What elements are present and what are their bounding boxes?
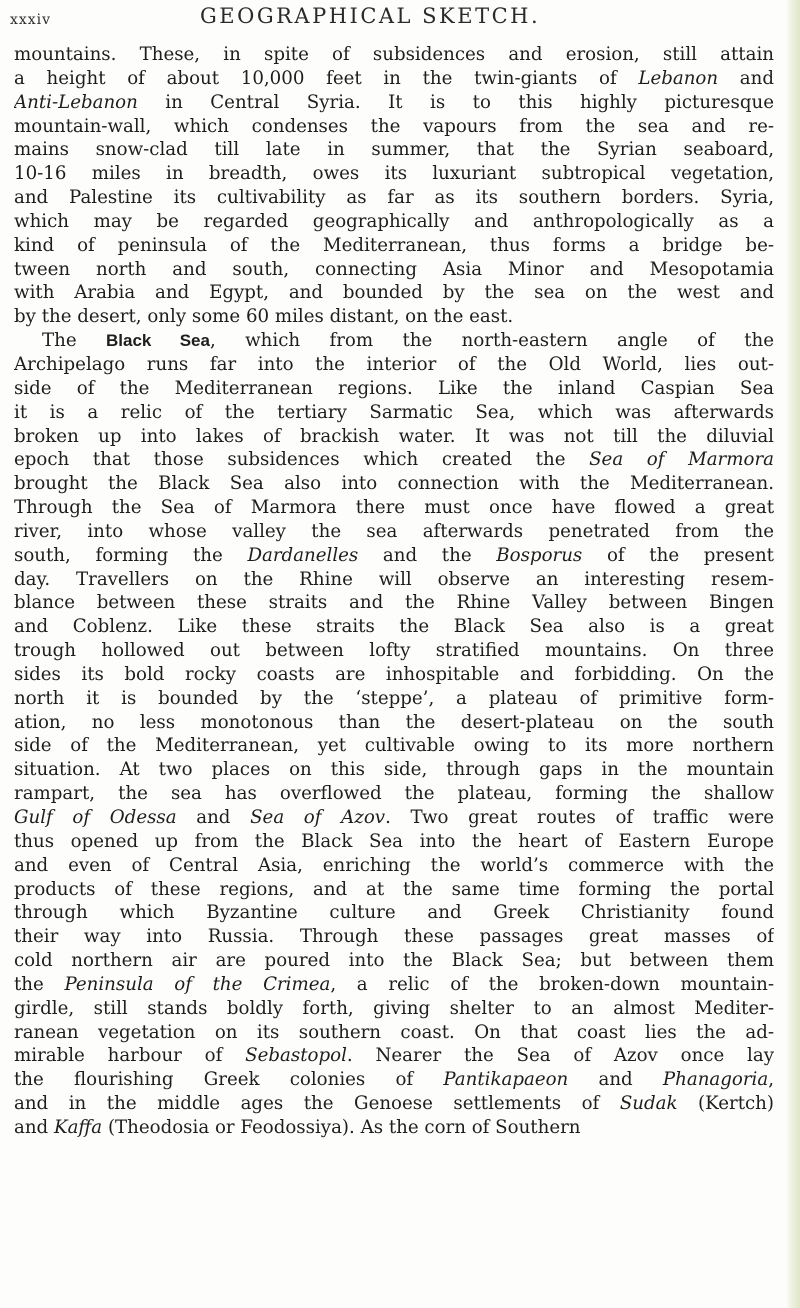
page-number: xxxiv (10, 12, 52, 28)
italic-text: Sudak (619, 1093, 678, 1115)
line-text: in Central Syria. It is to this highly picturesque (137, 91, 774, 113)
text-line (14, 472, 774, 496)
line-text: The (42, 330, 106, 352)
line-text: ation, no less monotonous than the desert-plateau on the south (14, 711, 774, 733)
line-text: it is a relic of the tertiary Sarmatic Sea, which was afterwards (14, 401, 774, 423)
line-text: , a relic of the broken-down mountain- (330, 973, 774, 995)
text-line (14, 1021, 774, 1045)
bold-text: Black Sea (106, 331, 210, 351)
text-line (14, 925, 774, 949)
line-text: by the desert, only some 60 miles distant, on the east. (14, 306, 514, 328)
line-text: sides its bold rocky coasts are inhospitable and forbidding. On the (14, 663, 774, 685)
line-text: a height of about 10,000 feet in the twin-giants of (14, 67, 639, 89)
italic-text: Lebanon (638, 67, 719, 89)
line-text: girdle, still stands boldly forth, giving shelter to an almost Mediter- (14, 997, 774, 1019)
page-edge (786, 0, 800, 1308)
line-text: and (718, 67, 774, 89)
line-text: 10-16 miles in breadth, owes its luxuriant subtropical vegetation, (14, 163, 774, 185)
text-line (14, 591, 774, 615)
line-text: and (14, 1116, 54, 1138)
italic-text: Sea of Marmora (589, 449, 774, 471)
line-text: through which Byzantine culture and Greek Christianity found (14, 902, 774, 924)
italic-text: Sea of Azov (250, 807, 386, 828)
text-line (14, 1044, 774, 1068)
text-line (14, 997, 774, 1021)
text-line (14, 663, 774, 687)
italic-text: Pantikapaeon (443, 1069, 569, 1091)
italic-text: Gulf of Odessa (14, 807, 177, 828)
text-line (14, 162, 774, 186)
line-text: mountain-wall, which condenses the vapours from the sea and re- (14, 115, 774, 137)
line-text: mirable harbour of (14, 1045, 246, 1067)
line-text: , (768, 1069, 774, 1091)
text-line (14, 234, 774, 258)
line-text: north it is bounded by the ‘steppe’, a plateau of primitive form- (14, 687, 774, 709)
line-text: and Coblenz. Like these straits the Black Sea also is a great (14, 616, 774, 638)
italic-text: Anti-Lebanon (14, 91, 138, 113)
text-line (14, 949, 774, 973)
line-text: kind of peninsula of the Mediterranean, thus forms a bridge be- (14, 234, 774, 256)
line-text: blance between these straits and the Rhine Valley between Bingen (14, 592, 774, 614)
line-text: situation. At two places on this side, through gaps in the mountain (14, 759, 774, 781)
text-line (14, 711, 774, 735)
line-text: (Kertch) (677, 1093, 774, 1115)
line-text: broken up into lakes of brackish water. It was not till the diluvial (14, 425, 774, 447)
line-text: their way into Russia. Through these passages great masses of (14, 926, 774, 948)
text-line (14, 878, 774, 902)
text-line (14, 901, 774, 925)
line-text: which may be regarded geographically and anthropologically as a (14, 210, 774, 232)
line-text: trough hollowed out between lofty stratified mountains. On three (14, 640, 774, 662)
text-line (14, 67, 774, 91)
running-head: GEOGRAPHICAL SKETCH. (200, 4, 541, 28)
line-text: (Theodosia or Feodossiya). As the corn of Southern (102, 1116, 581, 1138)
text-line (14, 615, 774, 639)
line-text: rampart, the sea has overflowed the plateau, forming the shallow (14, 783, 774, 805)
text-line (14, 973, 774, 997)
text-line (14, 425, 774, 449)
text-line (14, 401, 774, 425)
line-text: tween north and south, connecting Asia Minor and Mesopotamia (14, 258, 774, 280)
italic-text: Bosporus (496, 544, 583, 566)
line-text: and in the middle ages the Genoese settlements of (14, 1093, 620, 1115)
page-header (10, 4, 770, 38)
line-text: and (568, 1069, 663, 1091)
line-text: river, into whose valley the sea afterwards penetrated from the (14, 520, 774, 542)
text-line (14, 568, 774, 592)
text-line (14, 520, 774, 544)
line-text: and even of Central Asia, enriching the world’s commerce with the (14, 854, 774, 876)
text-line (14, 639, 774, 663)
text-line (14, 448, 774, 472)
line-text: Archipelago runs far into the interior of the Old World, lies out- (14, 353, 774, 375)
line-text: with Arabia and Egypt, and bounded by the sea on the west and (14, 282, 774, 304)
text-line (14, 1092, 774, 1116)
text-line (14, 758, 774, 782)
text-line (14, 281, 774, 305)
line-text: mountains. These, in spite of subsidences and erosion, still attain (14, 44, 774, 65)
line-text: the flourishing Greek colonies of (14, 1069, 444, 1091)
line-text: side of the Mediterranean regions. Like the inland Caspian Sea (14, 377, 774, 399)
text-line (14, 115, 774, 139)
line-text: and Palestine its cultivability as far as its southern borders. Syria, (14, 187, 774, 209)
text-line (14, 305, 774, 329)
text-line (14, 1116, 774, 1140)
line-text: and (176, 807, 251, 828)
line-text: and the (358, 544, 497, 566)
text-line (14, 43, 774, 67)
text-line (14, 496, 774, 520)
text-line (14, 830, 774, 854)
text-line (14, 258, 774, 282)
text-line (14, 329, 774, 353)
line-text: side of the Mediterranean, yet cultivable owing to its more northern (14, 735, 774, 757)
italic-text: Sebastopol (245, 1045, 347, 1067)
italic-text: Kaffa (53, 1116, 103, 1138)
text-line (14, 854, 774, 878)
line-text: brought the Black Sea also into connection with the Mediterranean. (14, 473, 774, 495)
line-text: cold northern air are poured into the Black Sea; but between them (14, 950, 774, 972)
text-line (14, 544, 774, 568)
text-line (14, 782, 774, 806)
line-text: the (14, 973, 65, 995)
text-line (14, 210, 774, 234)
line-text: , which from the north-eastern angle of the (209, 330, 774, 352)
line-text: epoch that those subsidences which created the (14, 449, 590, 471)
text-line (14, 687, 774, 711)
line-text: thus opened up from the Black Sea into the heart of Eastern Europe (14, 830, 774, 852)
body-text (14, 43, 774, 1140)
italic-text: Phanagoria (662, 1069, 769, 1091)
text-line (14, 1068, 774, 1092)
text-line (14, 186, 774, 210)
text-line (14, 806, 774, 830)
text-line (14, 138, 774, 162)
line-text: ranean vegetation on its southern coast. On that coast lies the ad- (14, 1021, 774, 1043)
line-text: day. Travellers on the Rhine will observe an interesting resem- (14, 568, 774, 590)
text-line (14, 734, 774, 758)
line-text: . Nearer the Sea of Azov once lay (346, 1045, 774, 1067)
text-line (14, 377, 774, 401)
line-text: Through the Sea of Marmora there must once have flowed a great (14, 497, 774, 519)
text-line (14, 91, 774, 115)
line-text: . Two great routes of traffic were (385, 807, 774, 828)
italic-text: Dardanelles (247, 544, 359, 566)
text-line (14, 353, 774, 377)
line-text: products of these regions, and at the same time forming the portal (14, 878, 774, 900)
line-text: mains snow-clad till late in summer, that the Syrian seaboard, (14, 139, 774, 161)
italic-text: Peninsula of the Crimea (64, 973, 331, 995)
line-text: south, forming the (14, 544, 248, 566)
line-text: of the present (582, 544, 774, 566)
